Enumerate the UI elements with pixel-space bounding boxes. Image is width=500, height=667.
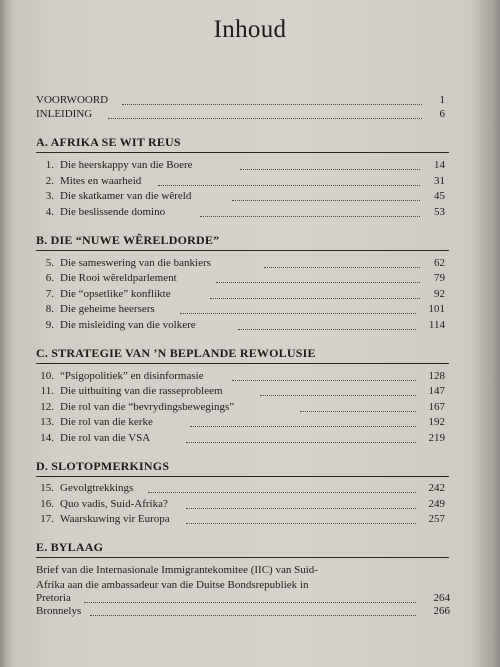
entry-label: Die Rooi wêreldparlement — [60, 272, 177, 284]
entry-page: 257 — [428, 513, 445, 525]
section-divider — [36, 363, 449, 364]
entry-label: Mites en waarheid — [60, 175, 142, 187]
entry-label: Die geheime heersers — [60, 303, 155, 315]
entry-page: 45 — [434, 190, 445, 202]
dot-leader — [90, 614, 416, 616]
section-divider — [36, 476, 449, 477]
entry-page: 264 — [433, 592, 450, 604]
entry-label: Waarskuwing vir Europa — [60, 513, 170, 525]
entry-page: 242 — [428, 482, 445, 494]
entry-label: Die rol van die “bevrydingsbewegings” — [60, 401, 235, 413]
toc-entry[interactable] — [0, 512, 500, 526]
entry-page: 14 — [434, 159, 445, 171]
entry-label: Bronnelys — [36, 605, 82, 617]
entry-page: 147 — [428, 385, 445, 397]
dot-leader — [210, 297, 420, 299]
entry-label: Die sameswering van die bankiers — [60, 257, 211, 269]
entry-page: 114 — [428, 319, 445, 331]
toc-entry-inleiding[interactable] — [0, 107, 500, 121]
dot-leader — [300, 410, 416, 412]
entry-label: Die skatkamer van die wêreld — [60, 190, 192, 202]
entry-number: 5. — [45, 257, 54, 269]
entry-page: 92 — [434, 288, 445, 300]
dot-leader — [108, 117, 422, 119]
entry-label: Gevolgtrekkings — [60, 482, 134, 494]
toc-entry-appendix-brief[interactable] — [0, 591, 500, 605]
section-heading-a: A. AFRIKA SE WIT REUS — [36, 135, 181, 149]
dot-leader — [180, 312, 416, 314]
entry-number: 4. — [45, 206, 54, 218]
appendix-description-line: Brief van die Internasionale Immigrantekomitee (IIC) van Suid- — [36, 564, 318, 576]
dot-leader — [190, 425, 416, 427]
dot-leader — [186, 507, 416, 509]
toc-entry[interactable] — [0, 400, 500, 414]
entry-number: 15. — [40, 482, 54, 494]
entry-page: 219 — [428, 432, 445, 444]
toc-entry-bronnelys[interactable] — [0, 604, 500, 618]
dot-leader — [240, 168, 420, 170]
toc-entry-voorwoord[interactable] — [0, 93, 500, 107]
section-heading-c: C. STRATEGIE VAN ’N BEPLANDE REWOLUSIE — [36, 346, 316, 360]
entry-page: 128 — [428, 370, 445, 382]
dot-leader — [238, 328, 416, 330]
entry-label: VOORWOORD — [36, 94, 109, 106]
section-divider — [36, 152, 449, 153]
entry-number: 6. — [45, 272, 54, 284]
dot-leader — [122, 103, 422, 105]
toc-entry[interactable] — [0, 415, 500, 429]
entry-label: INLEIDING — [36, 108, 93, 120]
entry-number: 10. — [40, 370, 54, 382]
toc-entry[interactable] — [0, 271, 500, 285]
entry-number: 3. — [45, 190, 54, 202]
dot-leader — [232, 199, 420, 201]
dot-leader — [148, 491, 416, 493]
toc-entry[interactable] — [0, 318, 500, 332]
dot-leader — [264, 266, 420, 268]
dot-leader — [216, 281, 420, 283]
entry-number: 7. — [45, 288, 54, 300]
entry-page: 167 — [428, 401, 445, 413]
section-heading-d: D. SLOTOPMERKINGS — [36, 459, 170, 473]
entry-page: 31 — [434, 175, 445, 187]
toc-entry[interactable] — [0, 369, 500, 383]
toc-entry[interactable] — [0, 302, 500, 316]
toc-entry[interactable] — [0, 189, 500, 203]
entry-label: Die rol van die kerke — [60, 416, 153, 428]
dot-leader — [186, 441, 416, 443]
section-divider — [36, 250, 449, 251]
entry-number: 17. — [40, 513, 54, 525]
entry-number: 2. — [45, 175, 54, 187]
dot-leader — [158, 184, 420, 186]
entry-number: 16. — [40, 498, 54, 510]
dot-leader — [200, 215, 420, 217]
section-divider — [36, 557, 449, 558]
entry-label: Quo vadis, Suid-Afrika? — [60, 498, 168, 510]
toc-entry[interactable] — [0, 174, 500, 188]
entry-number: 9. — [45, 319, 54, 331]
entry-page: 266 — [433, 605, 450, 617]
entry-number: 14. — [40, 432, 54, 444]
dot-leader — [84, 601, 416, 603]
entry-label: Die uitbuiting van die rasseprobleem — [60, 385, 223, 397]
toc-entry[interactable] — [0, 431, 500, 445]
entry-page: 192 — [428, 416, 445, 428]
toc-entry[interactable] — [0, 205, 500, 219]
entry-page: 101 — [428, 303, 445, 315]
entry-label: “Psigopolitiek” en disinformasie — [60, 370, 204, 382]
dot-leader — [260, 394, 416, 396]
entry-label: Die rol van die VSA — [60, 432, 151, 444]
entry-page: 249 — [428, 498, 445, 510]
toc-entry[interactable] — [0, 256, 500, 270]
entry-page: 6 — [439, 108, 445, 120]
entry-page: 1 — [439, 94, 445, 106]
toc-entry[interactable] — [0, 287, 500, 301]
toc-entry[interactable] — [0, 497, 500, 511]
section-heading-e: E. BYLAAG — [36, 540, 104, 554]
dot-leader — [232, 379, 416, 381]
entry-number: 8. — [45, 303, 54, 315]
entry-label: Pretoria — [36, 592, 71, 604]
entry-number: 12. — [40, 401, 54, 413]
entry-label: Die misleiding van die volkere — [60, 319, 196, 331]
entry-page: 53 — [434, 206, 445, 218]
toc-entry[interactable] — [0, 158, 500, 172]
page-title: Inhoud — [213, 16, 287, 43]
entry-number: 1. — [45, 159, 54, 171]
entry-number: 13. — [40, 416, 54, 428]
entry-page: 62 — [434, 257, 445, 269]
dot-leader — [186, 522, 416, 524]
entry-page: 79 — [434, 272, 445, 284]
entry-label: Die “opsetlike” konflikte — [60, 288, 171, 300]
section-heading-b: B. DIE “NUWE WÊRELDORDE” — [36, 233, 220, 247]
appendix-description-line: Afrika aan die ambassadeur van die Duitse Bondsrepubliek in — [36, 579, 309, 591]
entry-label: Die heerskappy van die Boere — [60, 159, 193, 171]
entry-number: 11. — [40, 385, 54, 397]
toc-entry[interactable] — [0, 384, 500, 398]
toc-entry[interactable] — [0, 481, 500, 495]
entry-label: Die beslissende domino — [60, 206, 166, 218]
